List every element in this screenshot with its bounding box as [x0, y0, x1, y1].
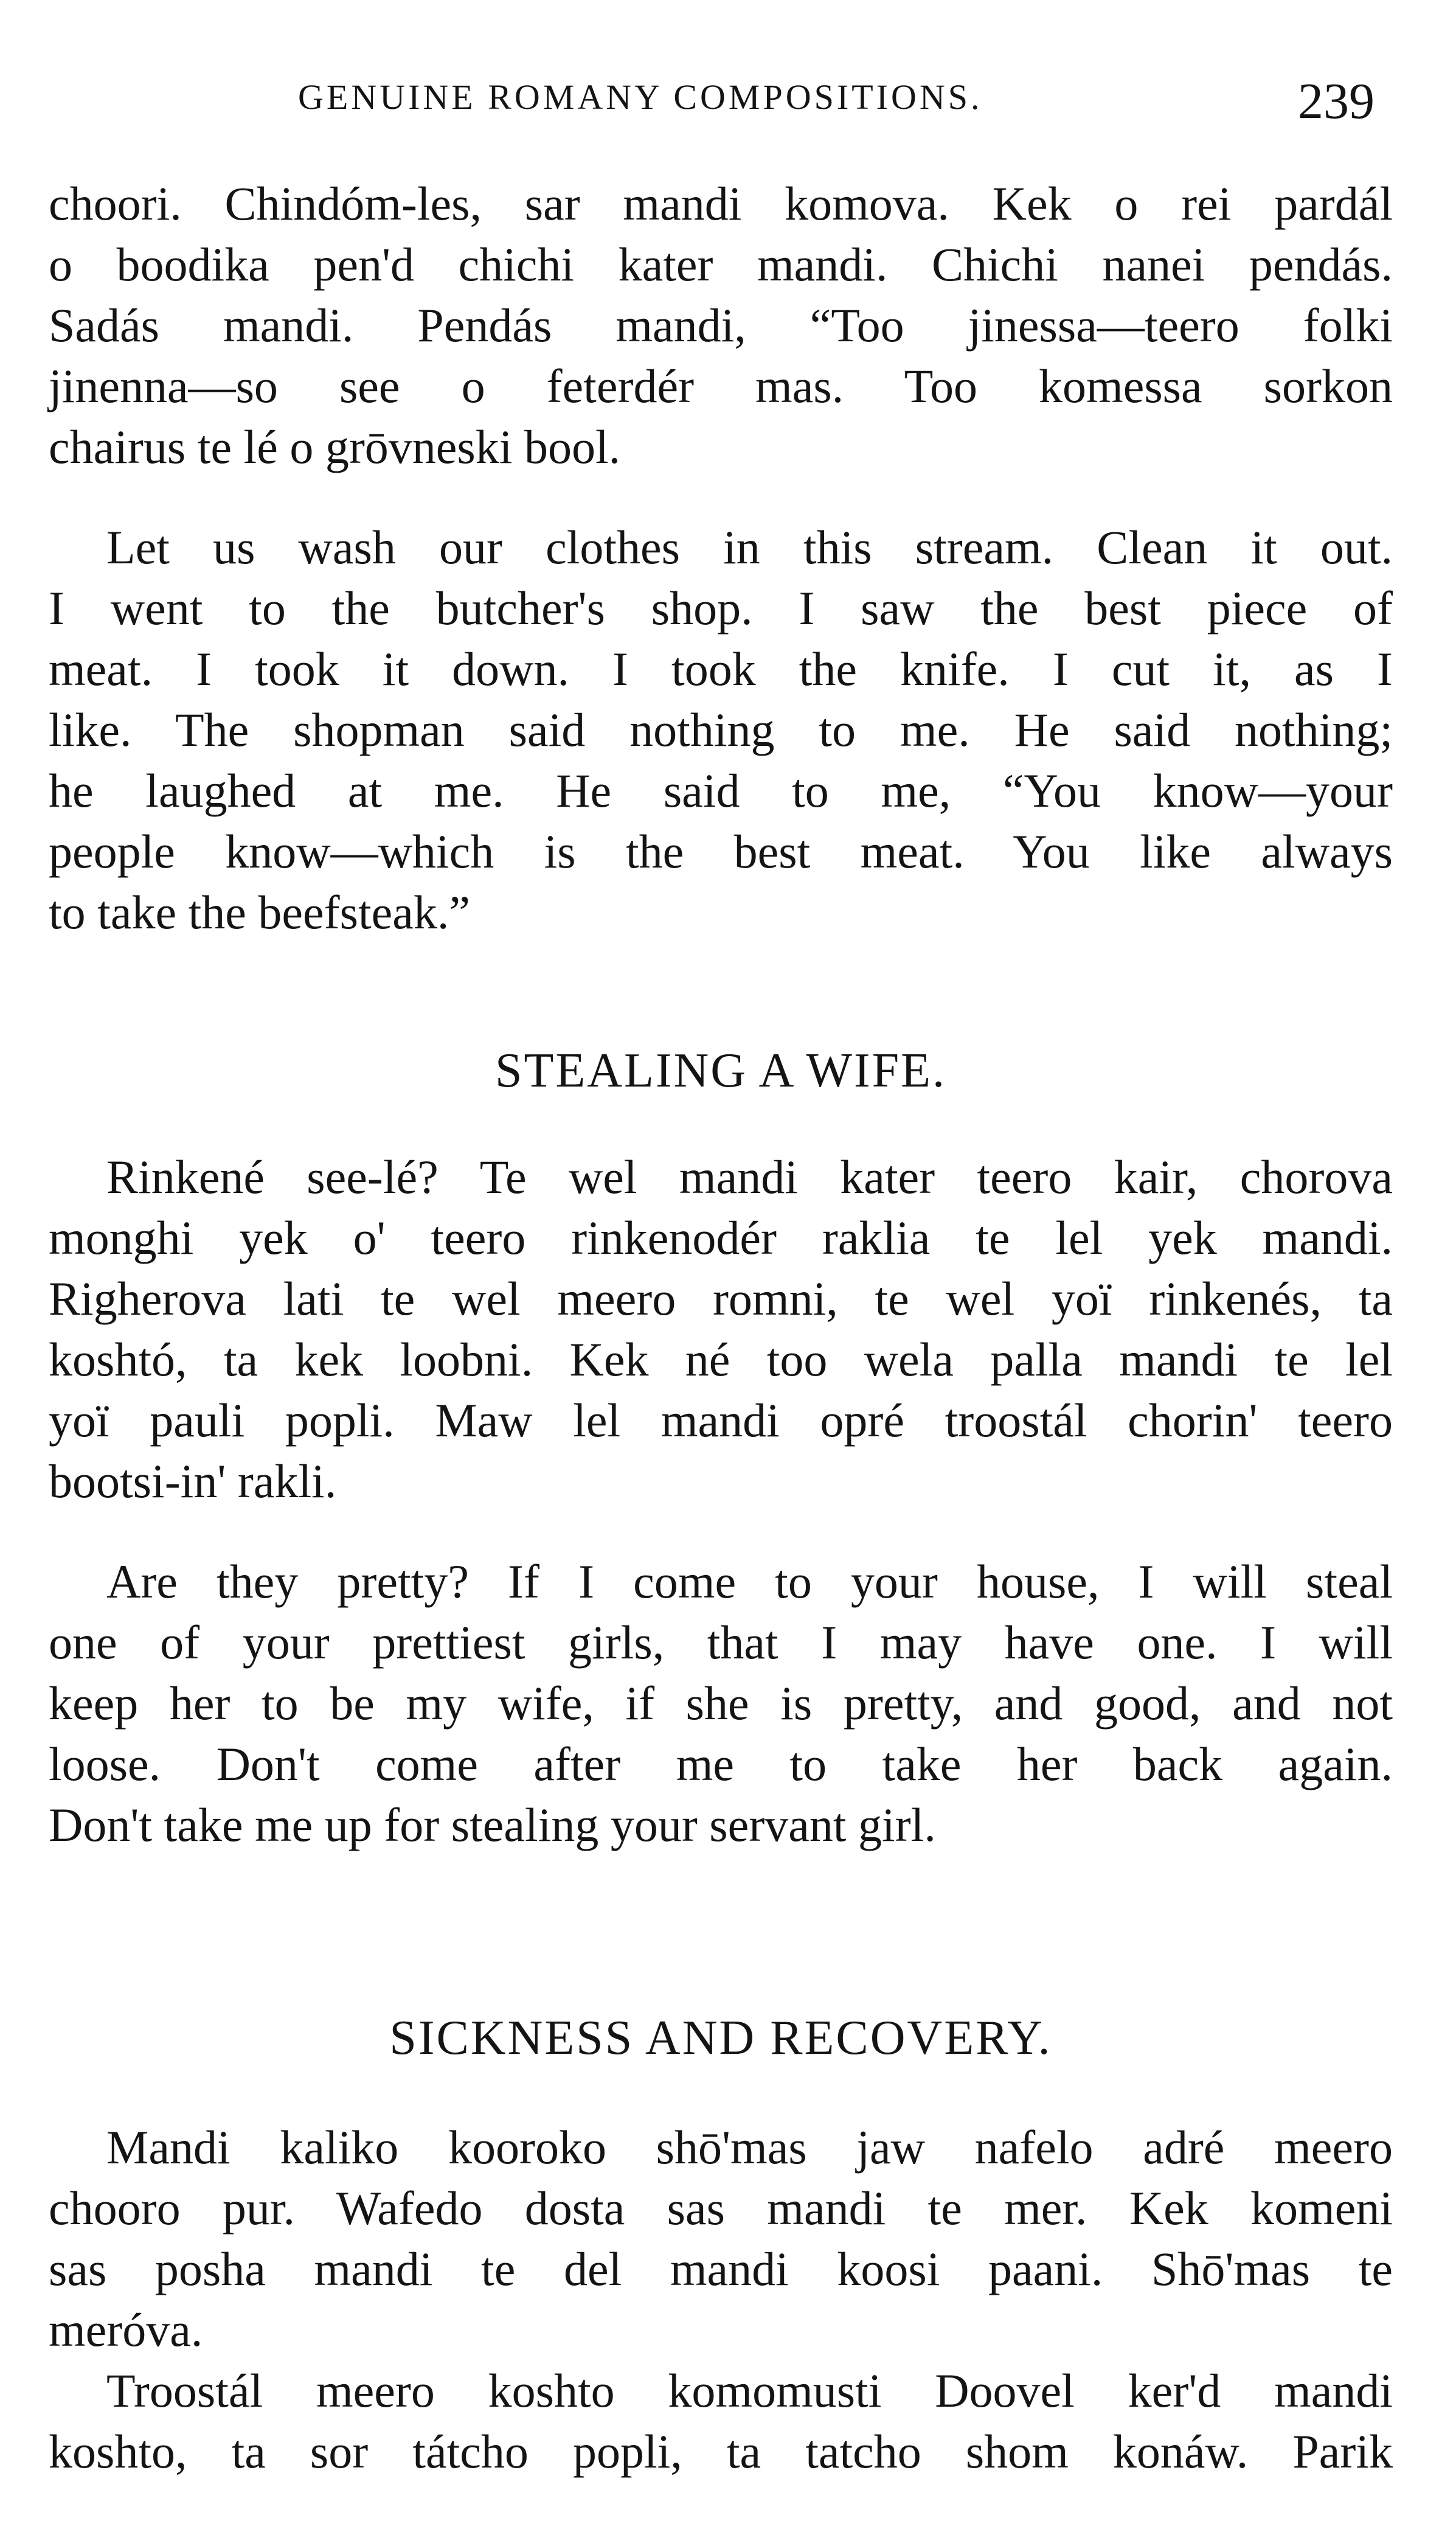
text-line: keep her to be my wife, if she is pretty, and good, and not — [49, 1677, 1393, 1730]
page-number: 239 — [1298, 73, 1375, 130]
text-line: koshtó, ta kek loobni. Kek né too wela palla mandi te lel — [49, 1333, 1393, 1386]
text-line: Righerova lati te wel meero romni, te wel yoï rinkenés, ta — [49, 1272, 1393, 1325]
text-line: jinenna—so see o feterdér mas. Too komessa sorkon — [49, 360, 1393, 412]
text-line: yoï pauli popli. Maw lel mandi opré troostál chorin' teero — [49, 1394, 1393, 1447]
text-line: Troostál meero koshto komomusti Doovel ker'd mandi — [106, 2364, 1393, 2417]
text-line: like. The shopman said nothing to me. He said nothing; — [49, 703, 1393, 756]
text-line: sas posha mandi te del mandi koosi paani. Shō'mas te — [49, 2242, 1393, 2295]
running-head — [49, 72, 1393, 139]
text-line: people know—which is the best meat. You like always — [49, 825, 1393, 878]
text-line: meróva. — [49, 2303, 203, 2356]
text-line: Sadás mandi. Pendás mandi, “Too jinessa—teero folki — [49, 299, 1393, 352]
text-line: loose. Don't come after me to take her back again. — [49, 1737, 1393, 1790]
running-title: GENUINE ROMANY COMPOSITIONS. — [298, 77, 983, 117]
text-line: monghi yek o' teero rinkenodér raklia te lel yek mandi. — [49, 1211, 1393, 1264]
text-line: one of your prettiest girls, that I may have one. I will — [49, 1616, 1393, 1669]
text-line: choori. Chindóm-les, sar mandi komova. Kek o rei pardál — [49, 177, 1393, 230]
text-line: Don't take me up for stealing your servant girl. — [49, 1798, 936, 1851]
text-line: Mandi kaliko kooroko shō'mas jaw nafelo adré meero — [106, 2121, 1393, 2174]
text-line: Rinkené see-lé? Te wel mandi kater teero kair, chorova — [106, 1150, 1393, 1203]
text-line: he laughed at me. He said to me, “You know—your — [49, 764, 1393, 817]
section-heading: STEALING A WIFE. — [494, 1044, 947, 1097]
text-line: Let us wash our clothes in this stream. Clean it out. — [106, 521, 1393, 574]
text-line: koshto, ta sor tátcho popli, ta tatcho shom konáw. Parik — [49, 2425, 1393, 2478]
text-line: o boodika pen'd chichi kater mandi. Chichi nanei pendás. — [49, 238, 1393, 291]
section-heading: SICKNESS AND RECOVERY. — [389, 2011, 1052, 2065]
text-line: chooro pur. Wafedo dosta sas mandi te mer. Kek komeni — [49, 2182, 1393, 2235]
text-line: meat. I took it down. I took the knife. I cut it, as I — [49, 642, 1393, 695]
text-line: bootsi-in' rakli. — [49, 1455, 337, 1508]
text-line: to take the beefsteak.” — [49, 886, 470, 939]
text-line: chairus te lé o grōvneski bool. — [49, 420, 621, 473]
text-line: I went to the butcher's shop. I saw the best piece of — [49, 582, 1393, 635]
book-page — [49, 0, 1393, 2546]
text-line: Are they pretty? If I come to your house, I will steal — [106, 1555, 1393, 1608]
